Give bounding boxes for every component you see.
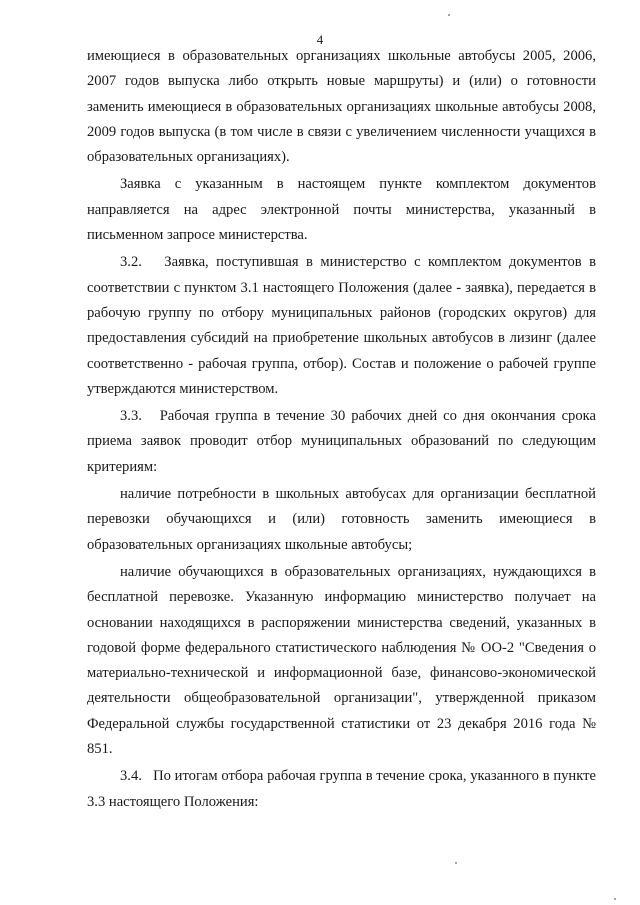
criterion-students-transport: наличие обучающихся в образовательных организациях, нуждающихся в бесплатной перевозке. Указанную информацию министерство получает на основании находящихся в распоряжении министерства сведений, указанных в годовой форме федерального статистического наблюдения № ОО-2 "Сведения о материально-технической и информационной базе, финансово-экономической деятельности общеобразовательной организации", утвержденной приказом Федеральной службы государственной статистики от 23 декабря 2016 года № 851.	[87, 563, 596, 758]
paragraph-clause-3-3: 3.3. Рабочая группа в течение 30 рабочих дней со дня окончания срока приема заявок проводит отбор муниципальных образований по следующим критериям:	[87, 408, 596, 475]
paragraph-clause-3-2: 3.2. Заявка, поступившая в министерство с комплектом документов в соответствии с пунктом 3.1 настоящего Положения (далее - заявка), передается в рабочую группу по отбору муниципальных районов (городских округов) для предоставления субсидий на приобретение школьных автобусов в лизинг (далее соответственно - рабочая группа, отбор). Состав и положение о рабочей группе утверждаются министерством.	[87, 254, 596, 397]
paragraph-application-email: Заявка с указанным в настоящем пункте комплектом документов направляется на адрес электронной почты министерства, указанный в письменном запросе министерства.	[87, 176, 596, 244]
paragraph-continuation: имеющиеся в образовательных организациях школьные автобусы 2005, 2006, 2007 годов выпуска либо открыть новые маршруты) и (или) о готовности заменить имеющиеся в образовательных организациях школьные автобусы 2008, 2009 годов выпуска (в том числе в связи с увеличением численности учащихся в образовательных организациях).	[87, 48, 596, 166]
scan-speck	[614, 898, 616, 900]
criterion-bus-need: наличие потребности в школьных автобусах для организации бесплатной перевозки обучающихся и (или) готовность заменить имеющиеся в образовательных организациях школьные автобусы;	[87, 486, 596, 553]
body-text	[87, 44, 596, 815]
paragraph-clause-3-4: 3.4. По итогам отбора рабочая группа в течение срока, указанного в пункте 3.3 настоящего Положения:	[87, 768, 596, 810]
scan-speck	[455, 862, 457, 864]
scan-speck	[448, 14, 450, 16]
page-number: 4	[316, 32, 324, 47]
